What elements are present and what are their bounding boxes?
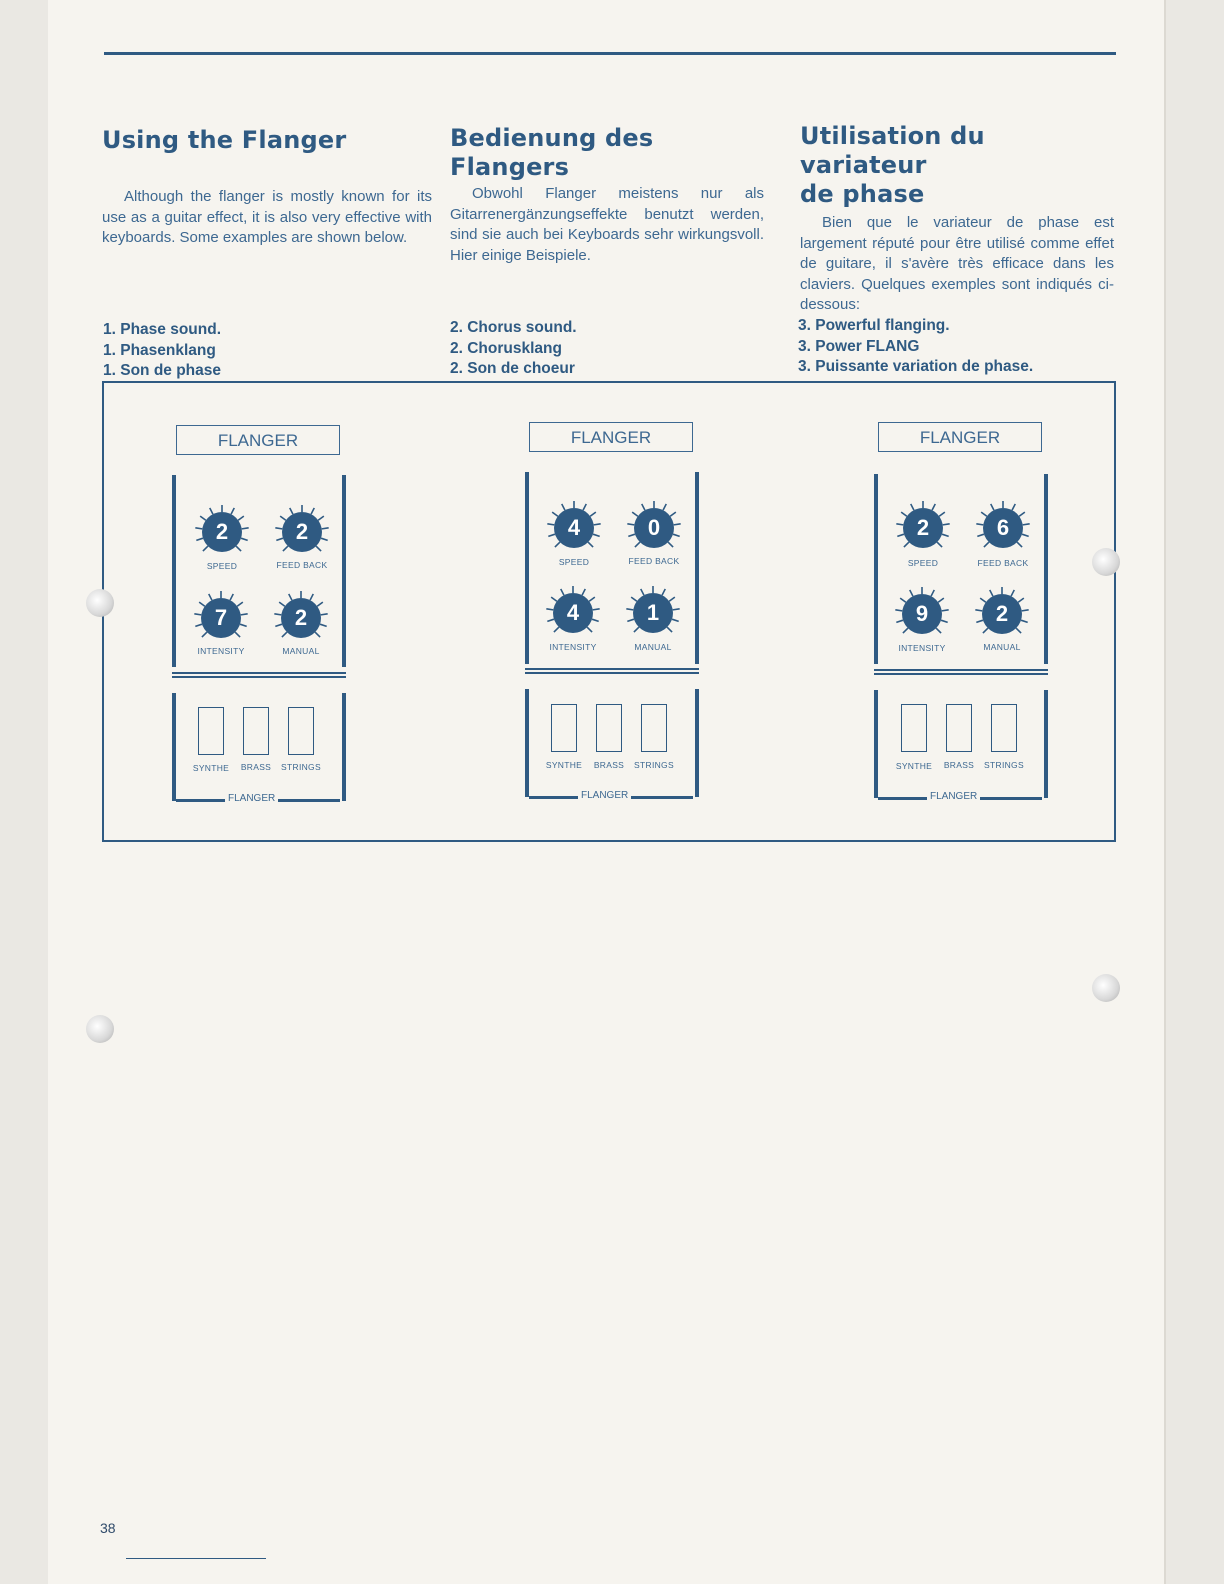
panel-title: FLANGER: [878, 422, 1042, 452]
column-german: [450, 124, 764, 266]
speed-label: SPEED: [907, 558, 939, 568]
punch-hole: [86, 589, 114, 617]
heading-french-line1: Utilisation du variateur: [800, 122, 985, 179]
speed-knob[interactable]: 2: [893, 498, 953, 558]
flanger-panel-3: [874, 422, 1064, 822]
intensity-label: INTENSITY: [197, 646, 245, 656]
brass-label: BRASS: [240, 762, 272, 772]
brass-switch[interactable]: [243, 707, 269, 755]
punch-hole: [1092, 548, 1120, 576]
speed-knob[interactable]: 2: [192, 502, 252, 562]
strings-label: STRINGS: [984, 760, 1024, 770]
heading-english: Using the Flanger: [102, 126, 347, 154]
punch-hole: [86, 1015, 114, 1043]
footer-rule: [126, 1558, 266, 1559]
example-2-fr: 2. Son de choeur: [450, 360, 575, 377]
strings-switch[interactable]: [641, 704, 667, 752]
page-number: 38: [100, 1520, 116, 1536]
synthe-label: SYNTHE: [545, 760, 583, 770]
column-english: [102, 126, 432, 249]
column-french: [800, 122, 1114, 316]
feedback-knob[interactable]: 0: [624, 498, 684, 558]
speed-knob[interactable]: 4: [544, 498, 604, 558]
top-rule: [104, 52, 1116, 55]
intensity-label: INTENSITY: [898, 643, 946, 653]
strings-switch[interactable]: [288, 707, 314, 755]
example-1-de: 1. Phasenklang: [103, 341, 216, 359]
example-1-fr: 1. Son de phase: [103, 362, 222, 379]
example-2-de: 2. Chorusklang: [450, 339, 562, 357]
example-2-en: 2. Chorus sound.: [450, 319, 577, 336]
synthe-switch[interactable]: [551, 704, 577, 752]
example-1-en: 1. Phase sound.: [103, 321, 222, 338]
heading-german-line2: Flangers: [450, 153, 570, 181]
intensity-knob[interactable]: 9: [892, 584, 952, 644]
feedback-knob[interactable]: 2: [272, 502, 332, 562]
example-3-de: 3. Power FLANG: [798, 337, 920, 355]
manual-label: MANUAL: [282, 646, 320, 656]
heading-german-line1: Bedienung des: [450, 124, 654, 152]
manual-knob[interactable]: 2: [271, 588, 331, 648]
feedback-label: FEED BACK: [276, 560, 328, 570]
example-list-1: [103, 320, 221, 382]
feedback-label: FEED BACK: [977, 558, 1029, 568]
panel-title: FLANGER: [176, 425, 340, 455]
example-list-3: [798, 316, 1033, 378]
strings-switch[interactable]: [991, 704, 1017, 752]
feedback-label: FEED BACK: [628, 556, 680, 566]
strings-label: STRINGS: [281, 762, 321, 772]
flanger-panel-2: [525, 422, 715, 822]
example-3-en: 3. Powerful flanging.: [798, 317, 950, 334]
intensity-knob[interactable]: 7: [191, 588, 251, 648]
flanger-group-label: FLANGER: [578, 790, 631, 801]
speed-label: SPEED: [206, 561, 238, 571]
synthe-label: SYNTHE: [895, 761, 933, 771]
intensity-knob[interactable]: 4: [543, 583, 603, 643]
synthe-switch[interactable]: [901, 704, 927, 752]
flanger-settings-diagram: [102, 381, 1116, 842]
synthe-switch[interactable]: [198, 707, 224, 755]
manual-label: MANUAL: [634, 642, 672, 652]
brass-label: BRASS: [593, 760, 625, 770]
manual-knob[interactable]: 1: [623, 583, 683, 643]
intensity-label: INTENSITY: [549, 642, 597, 652]
panel-title: FLANGER: [529, 422, 693, 452]
flanger-panel-1: [172, 425, 362, 825]
punch-hole: [1092, 974, 1120, 1002]
flanger-group-label: FLANGER: [927, 791, 980, 802]
manual-knob[interactable]: 2: [972, 584, 1032, 644]
brass-switch[interactable]: [946, 704, 972, 752]
body-french: Bien que le variateur de phase est largement réputé pour être utilisé comme effet de guitare, il s'avère très efficace dans les claviers. Quelques exemples sont indiqués ci-dessous:: [800, 214, 1114, 313]
brass-label: BRASS: [943, 760, 975, 770]
feedback-knob[interactable]: 6: [973, 498, 1033, 558]
synthe-label: SYNTHE: [192, 763, 230, 773]
flanger-group-label: FLANGER: [225, 793, 278, 804]
example-3-fr: 3. Puissante variation de phase.: [798, 358, 1034, 375]
example-list-2: [450, 318, 577, 380]
manual-label: MANUAL: [983, 642, 1021, 652]
body-german: Obwohl Flanger meistens nur als Gitarrenergänzungseffekte benutzt werden, sind sie auch bei Keyboards sehr wirkungsvoll. Hier einige Beispiele.: [450, 185, 764, 264]
brass-switch[interactable]: [596, 704, 622, 752]
heading-french-line2: de phase: [800, 180, 925, 208]
body-english: Although the flanger is mostly known for its use as a guitar effect, it is also very effective with keyboards. Some examples are shown below.: [102, 188, 432, 246]
strings-label: STRINGS: [634, 760, 674, 770]
speed-label: SPEED: [558, 557, 590, 567]
